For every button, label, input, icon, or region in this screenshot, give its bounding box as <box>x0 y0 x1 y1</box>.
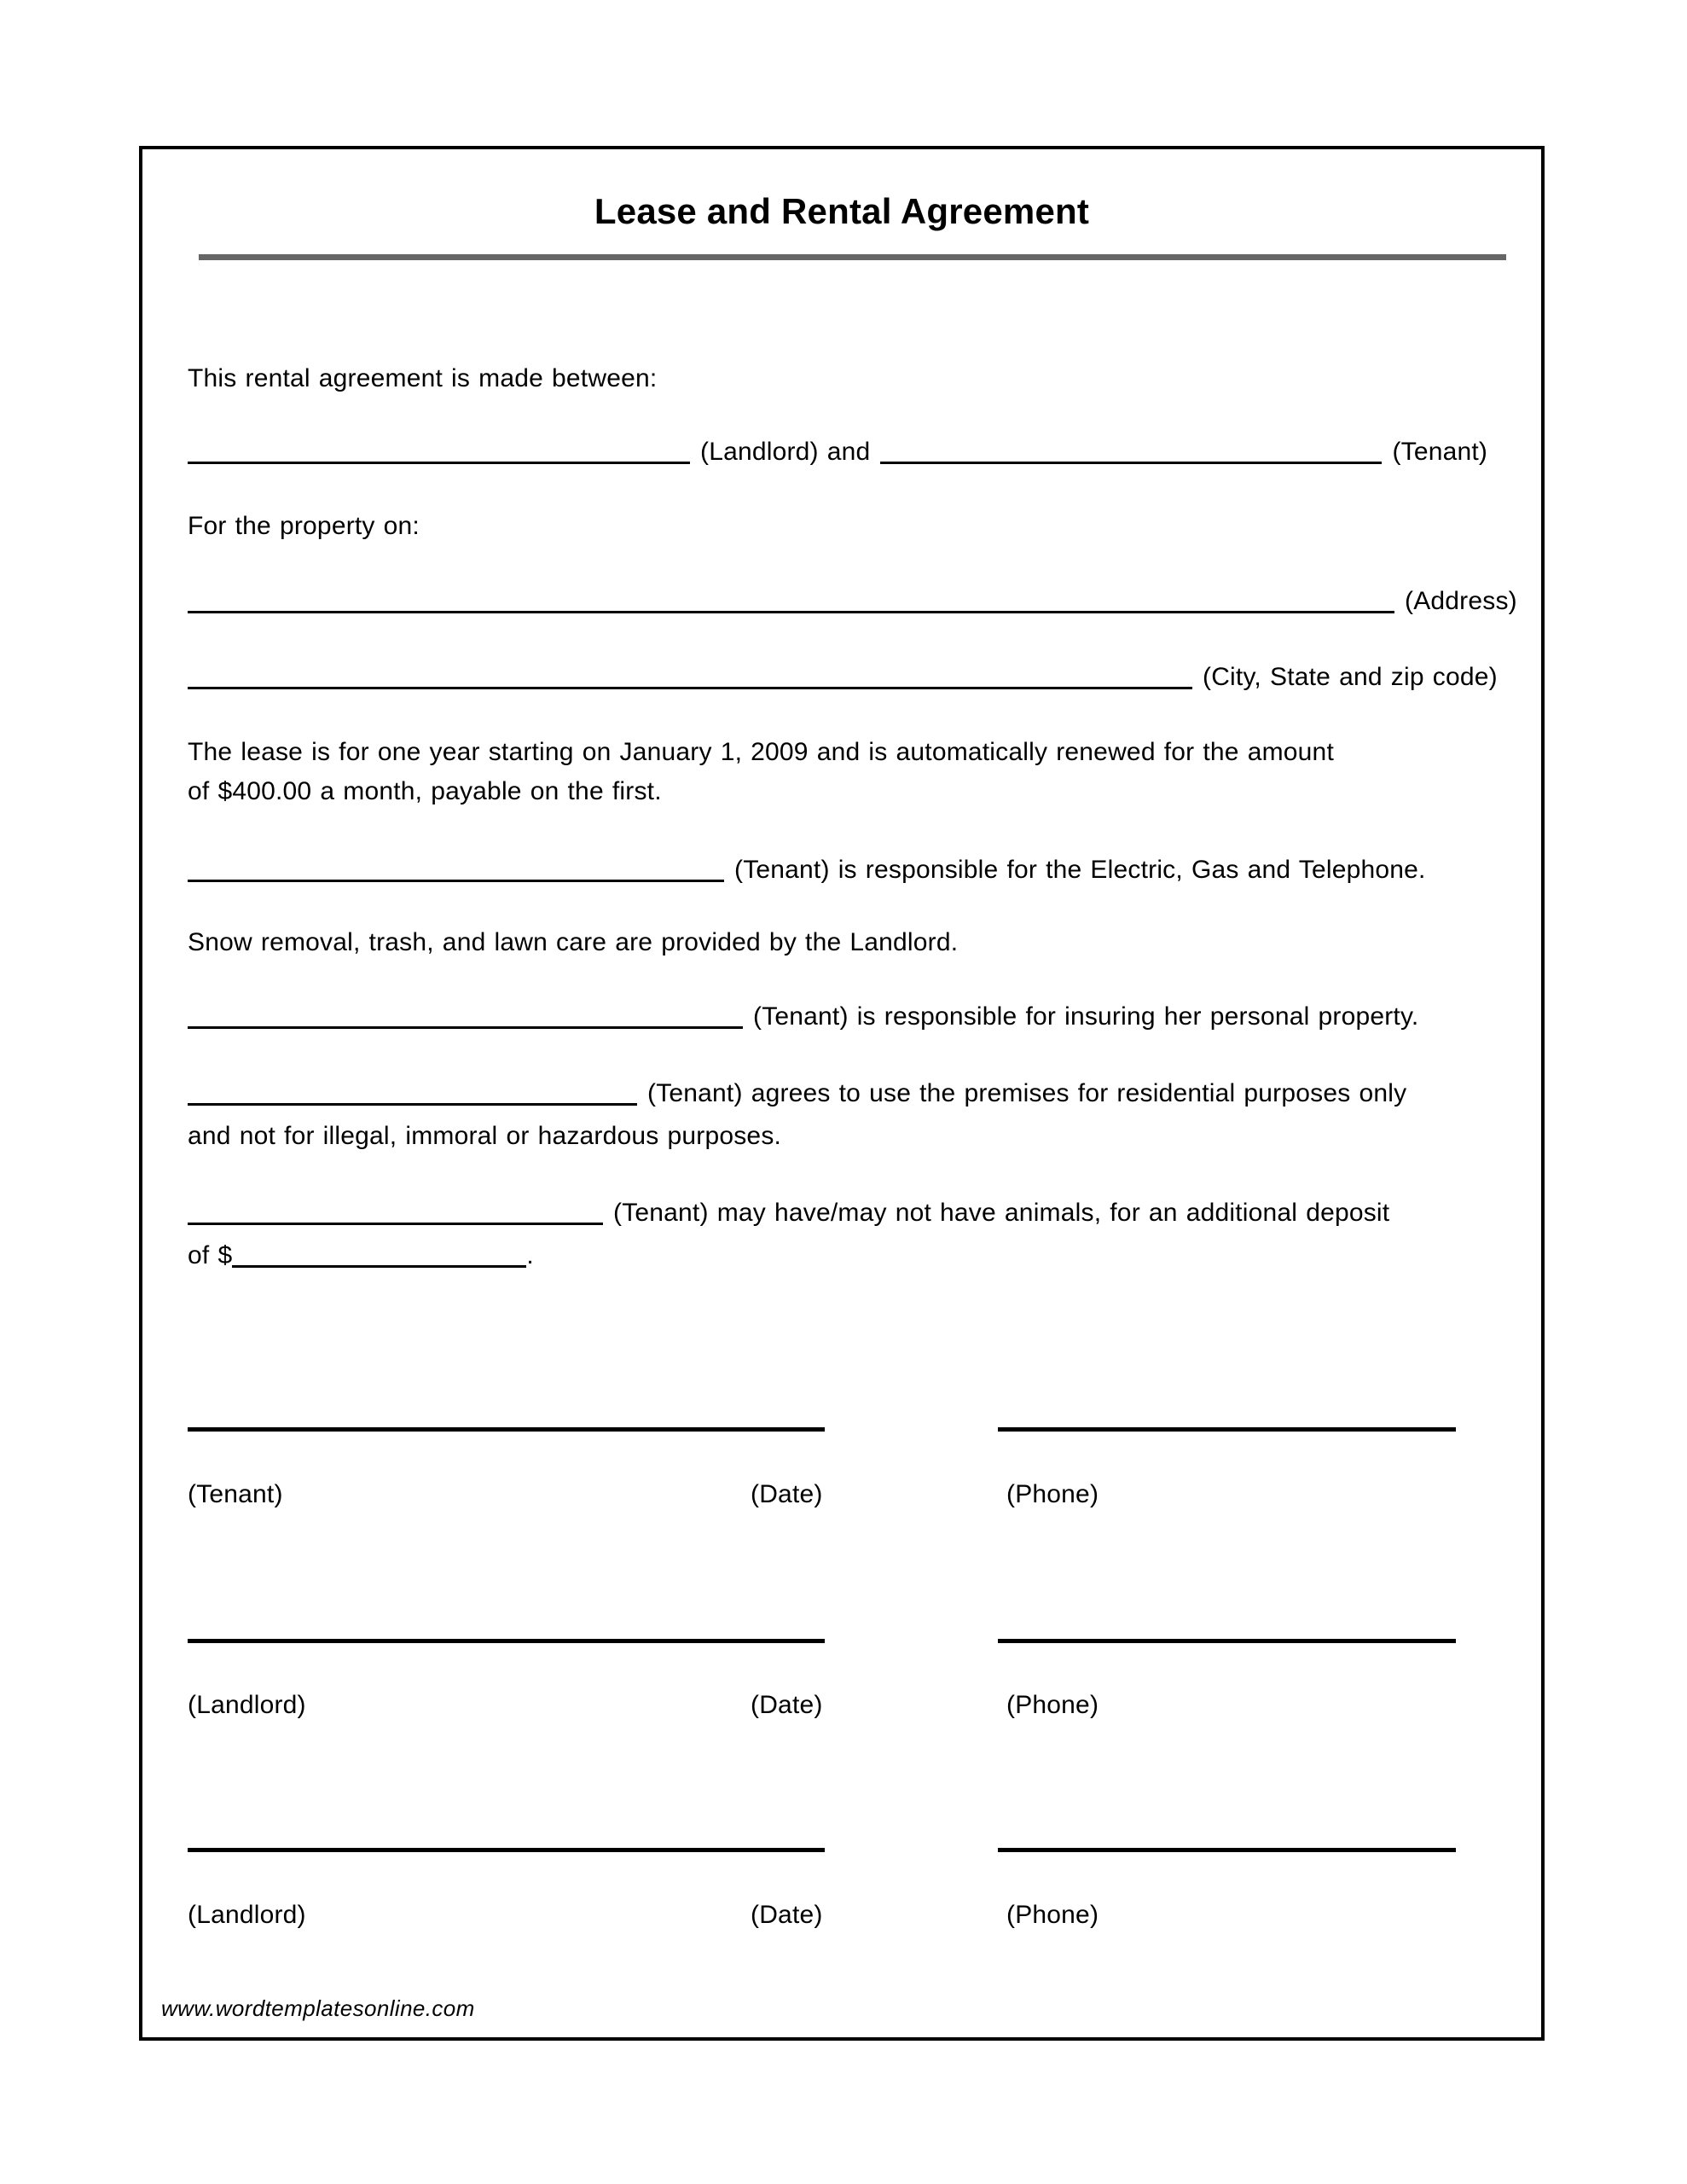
tenant-phone-line[interactable] <box>998 1427 1456 1432</box>
landlord-name-blank[interactable] <box>188 436 690 464</box>
insurance-row <box>188 1001 1535 1033</box>
landlord-role-label: (Landlord) <box>188 1901 306 1929</box>
document-title: Lease and Rental Agreement <box>594 191 1090 231</box>
tenant-signature-date-line[interactable] <box>188 1427 825 1432</box>
landlord-role-label: (Landlord) <box>188 1691 306 1719</box>
city-state-zip-blank[interactable] <box>188 661 1192 689</box>
utilities-row <box>188 854 1535 886</box>
title-divider-rule <box>199 254 1506 260</box>
address-row <box>188 585 1535 618</box>
landlord-signature-date-line[interactable] <box>188 1639 825 1643</box>
city-row <box>188 661 1535 694</box>
animals-row <box>188 1197 1535 1229</box>
signature-lines-landlord-1 <box>188 1639 1535 1643</box>
lease-term-paragraph <box>188 733 1535 811</box>
signature-labels-landlord-1 <box>188 1689 1535 1723</box>
date-label: (Date) <box>751 1901 823 1929</box>
insurance-tenant-blank[interactable] <box>188 1001 743 1029</box>
signature-lines-landlord-2 <box>188 1848 1535 1852</box>
signature-labels-tenant <box>188 1478 1535 1513</box>
premises-row <box>188 1077 1535 1110</box>
premises-text-line-1: (Tenant) agrees to use the premises for residential purposes only <box>647 1079 1407 1107</box>
animals-text-line-1: (Tenant) may have/may not have animals, for an additional deposit <box>613 1199 1390 1227</box>
animals-tenant-blank[interactable] <box>188 1197 603 1225</box>
landlord-label: (Landlord) and <box>700 438 871 466</box>
lease-term-line-1: The lease is for one year starting on January 1, 2009 and is automatically renewed for the amount <box>188 738 1334 766</box>
premises-text-line-2: and not for illegal, immoral or hazardous purposes. <box>188 1122 782 1150</box>
intro-line: This rental agreement is made between: <box>188 364 658 392</box>
landlord-phone-line[interactable] <box>998 1848 1456 1852</box>
date-label: (Date) <box>751 1480 823 1508</box>
utilities-tenant-blank[interactable] <box>188 854 724 882</box>
parties-row <box>188 436 1535 468</box>
address-label: (Address) <box>1405 587 1517 615</box>
deposit-row <box>188 1240 1535 1272</box>
city-state-zip-label: (City, State and zip code) <box>1203 663 1498 691</box>
deposit-prefix: of $ <box>188 1241 233 1269</box>
utilities-text: (Tenant) is responsible for the Electric, Gas and Telephone. <box>734 856 1426 884</box>
landlord-signature-date-line[interactable] <box>188 1848 825 1852</box>
signature-labels-landlord-2 <box>188 1899 1535 1933</box>
premises-tenant-blank[interactable] <box>188 1077 637 1106</box>
document-page <box>139 146 1545 2041</box>
insurance-text: (Tenant) is responsible for insuring her personal property. <box>753 1002 1419 1031</box>
footer-url: www.wordtemplatesonline.com <box>161 1995 475 2021</box>
date-label: (Date) <box>751 1691 823 1719</box>
signature-lines-tenant <box>188 1427 1535 1432</box>
landlord-phone-line[interactable] <box>998 1639 1456 1643</box>
address-blank[interactable] <box>188 585 1394 613</box>
deposit-suffix: . <box>526 1241 534 1269</box>
tenant-label: (Tenant) <box>1392 438 1488 466</box>
phone-label: (Phone) <box>1006 1691 1099 1719</box>
lease-term-line-2: of $400.00 a month, payable on the first. <box>188 777 662 805</box>
phone-label: (Phone) <box>1006 1480 1099 1508</box>
landlord-provides-line: Snow removal, trash, and lawn care are provided by the Landlord. <box>188 928 959 956</box>
deposit-amount-blank[interactable] <box>232 1240 526 1268</box>
phone-label: (Phone) <box>1006 1901 1099 1929</box>
tenant-role-label: (Tenant) <box>188 1480 283 1508</box>
property-line: For the property on: <box>188 512 420 540</box>
tenant-name-blank[interactable] <box>880 436 1382 464</box>
